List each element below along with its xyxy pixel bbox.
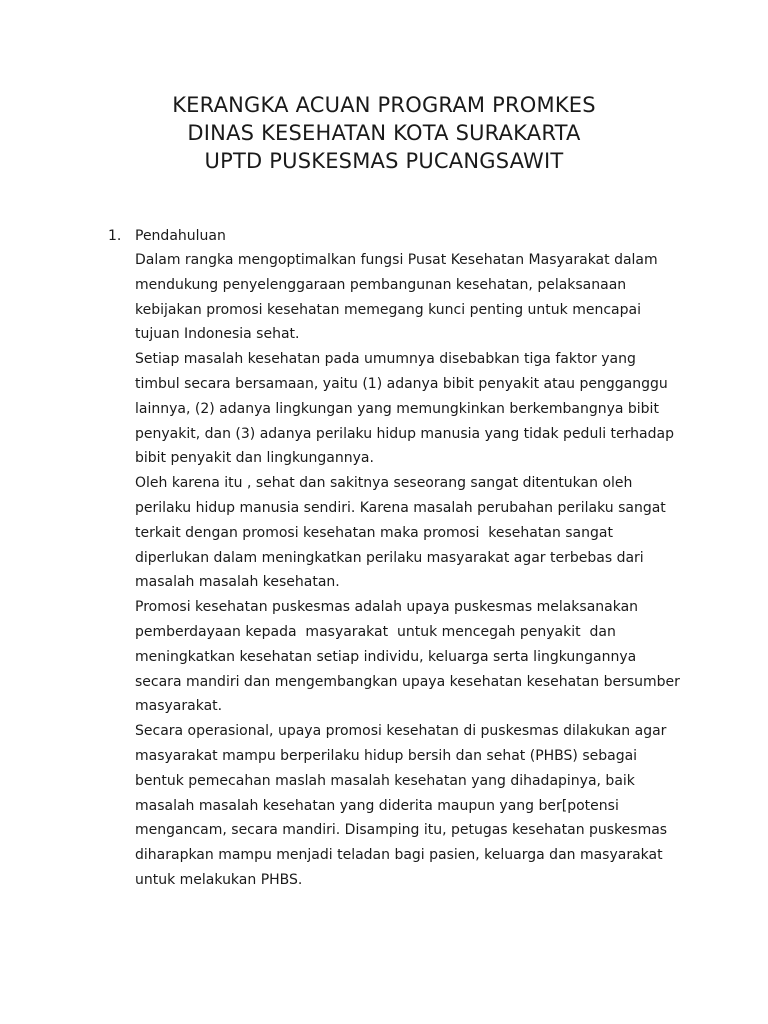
body-line: masyarakat mampu berperilaku hidup bersih dan sehat (PHBS) sebagai	[135, 747, 638, 764]
body-line: Secara operasional, upaya promosi kesehatan di puskesmas dilakukan agar	[135, 723, 667, 740]
body-line: tujuan Indonesia sehat.	[135, 326, 300, 343]
body-line: diharapkan mampu menjadi teladan bagi pasien, keluarga dan masyarakat	[135, 847, 663, 864]
body-line: bentuk pemecahan maslah masalah kesehatan yang dihadapinya, baik	[135, 772, 635, 789]
body-line: secara mandiri dan mengembangkan upaya kesehatan kesehatan bersumber	[135, 673, 680, 690]
body-line: Setiap masalah kesehatan pada umumnya disebabkan tiga faktor yang	[135, 351, 636, 368]
body-line: masyarakat.	[135, 698, 223, 715]
body-line: Dalam rangka mengoptimalkan fungsi Pusat Kesehatan Masyarakat dalam	[135, 252, 658, 268]
body-line: penyakit, dan (3) adanya perilaku hidup manusia yang tidak peduli terhadap	[135, 425, 674, 442]
body-line: bibit penyakit dan lingkungannya.	[135, 450, 374, 467]
body-line: untuk melakukan PHBS.	[135, 871, 303, 888]
body-line: diperlukan dalam meningkatkan perilaku masyarakat agar terbebas dari	[135, 549, 644, 566]
body-line: lainnya, (2) adanya lingkungan yang memungkinkan berkembangnya bibit	[135, 400, 659, 417]
section-heading-text: Pendahuluan	[135, 228, 226, 244]
body-line: perilaku hidup manusia sendiri. Karena masalah perubahan perilaku sangat	[135, 499, 666, 516]
title-line-3: UPTD PUSKESMAS PUCANGSAWIT	[204, 149, 564, 173]
body-line: Oleh karena itu , sehat dan sakitnya seseorang sangat ditentukan oleh	[135, 475, 633, 492]
document-title	[0, 91, 768, 175]
section-number: 1.	[108, 228, 122, 244]
body-line: timbul secara bersamaan, yaitu (1) adanya bibit penyakit atau pengganggu	[135, 375, 668, 392]
body-line: meningkatkan kesehatan setiap individu, keluarga serta lingkungannya	[135, 648, 637, 665]
section-pendahuluan	[108, 224, 708, 893]
title-line-1: KERANGKA ACUAN PROGRAM PROMKES	[172, 93, 596, 117]
body-line: kebijakan promosi kesehatan memegang kunci penting untuk mencapai	[135, 301, 641, 318]
body-line: Promosi kesehatan puskesmas adalah upaya puskesmas melaksanakan	[135, 599, 639, 616]
section-heading	[108, 224, 708, 248]
section-body	[135, 248, 708, 893]
body-line: pemberdayaan kepada masyarakat untuk mencegah penyakit dan	[135, 623, 616, 640]
body-line: mendukung penyelenggaraan pembangunan kesehatan, pelaksanaan	[135, 276, 627, 293]
body-line: masalah masalah kesehatan.	[135, 574, 340, 591]
body-line: terkait dengan promosi kesehatan maka promosi kesehatan sangat	[135, 524, 613, 541]
title-line-2: DINAS KESEHATAN KOTA SURAKARTA	[187, 121, 581, 145]
body-line: mengancam, secara mandiri. Disamping itu, petugas kesehatan puskesmas	[135, 822, 668, 839]
body-line: masalah masalah kesehatan yang diderita maupun yang ber[potensi	[135, 797, 619, 814]
